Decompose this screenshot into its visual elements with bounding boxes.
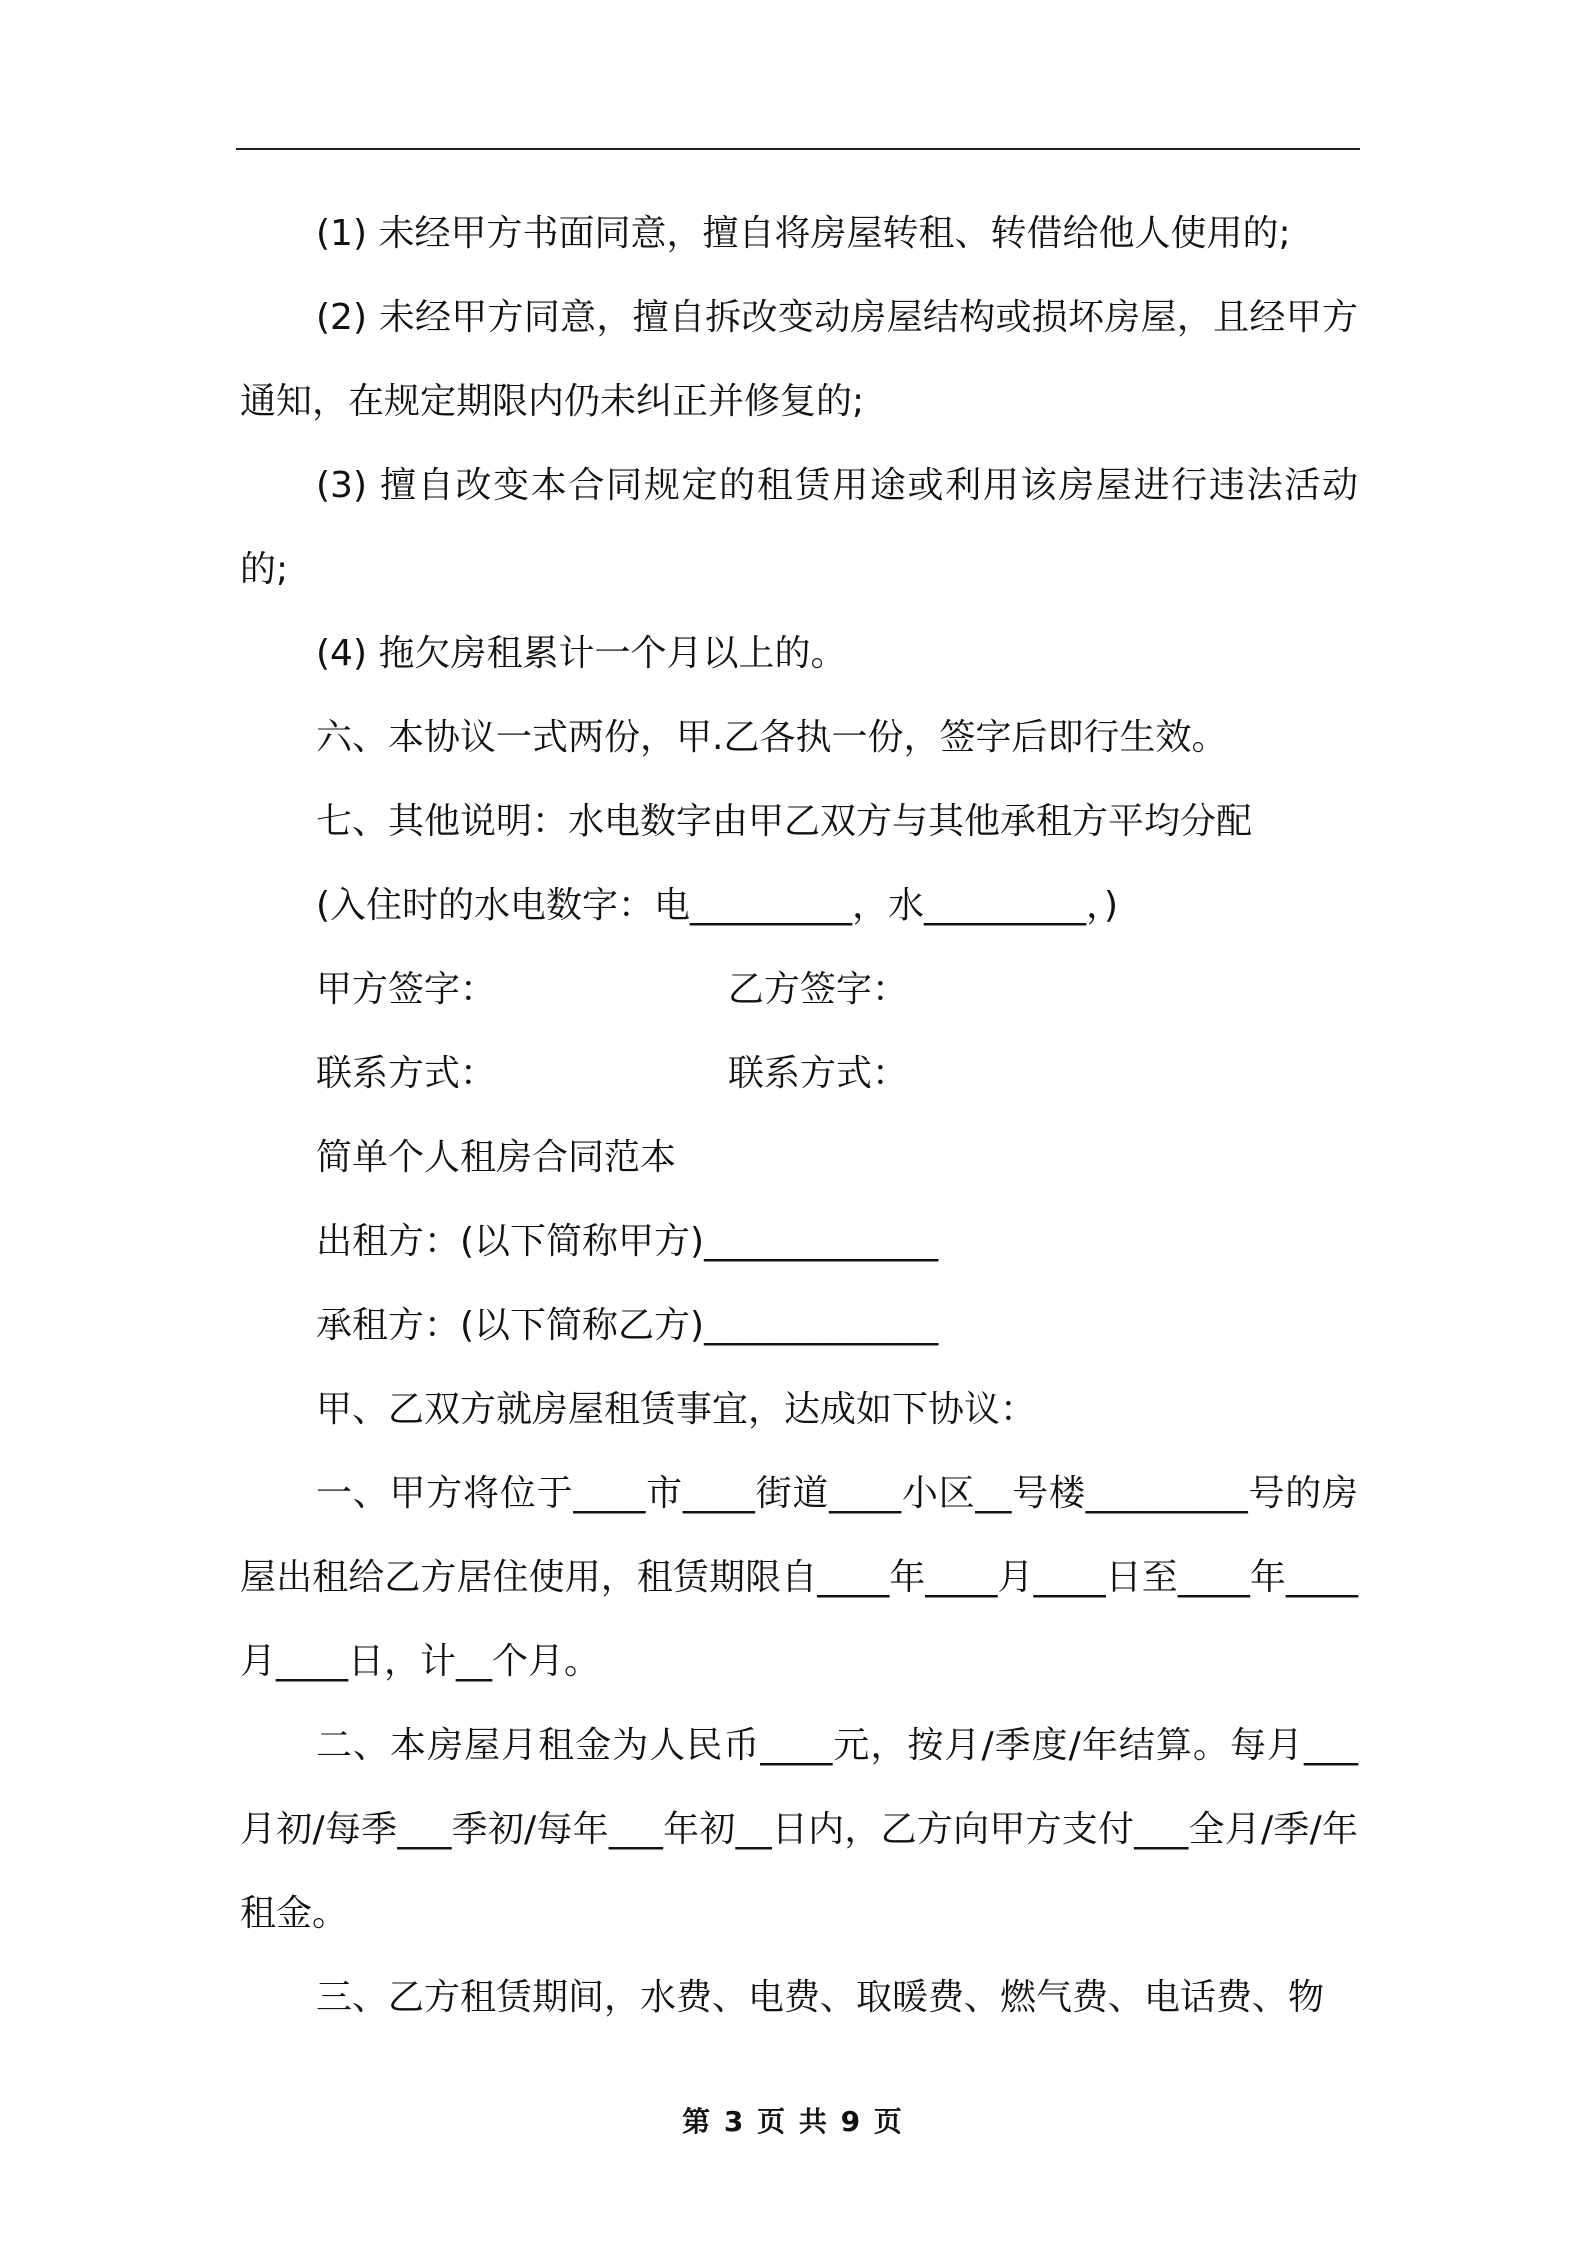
agreement-intro: 甲、乙双方就房屋租赁事宜，达成如下协议： xyxy=(316,1389,1037,1430)
section-seven: 七、其他说明：水电数字由甲乙双方与其他承租方平均分配 xyxy=(316,801,1253,842)
contact-row xyxy=(240,1032,1358,1116)
clause-2: (2) 未经甲方同意，擅自拆改变动房屋结构或损坏房屋，且经甲方通知，在规定期限内仍未纠正并修复的; xyxy=(240,297,1358,422)
clause-1: (1) 未经甲方书面同意，擅自将房屋转租、转借给他人使用的; xyxy=(316,213,1291,254)
clause-3: (3) 擅自改变本合同规定的租赁用途或利用该房屋进行违法活动的; xyxy=(240,465,1358,590)
document-body xyxy=(240,192,1358,2040)
party-a-contact-label: 联系方式： xyxy=(316,1053,497,1094)
signature-row xyxy=(240,948,1358,1032)
article-two: 二、本房屋月租金为人民币____元，按月/季度/年结算。每月___月初/每季___季初/每年___年初__日内，乙方向甲方支付___全月/季/年租金。 xyxy=(240,1725,1358,1934)
section-six: 六、本协议一式两份，甲.乙各执一份，签字后即行生效。 xyxy=(316,717,1228,758)
header-rule xyxy=(236,148,1360,150)
page-number: 第 3 页 共 9 页 xyxy=(682,2105,904,2138)
contract-title: 简单个人租房合同范本 xyxy=(316,1137,677,1178)
clause-4: (4) 拖欠房租累计一个月以上的。 xyxy=(316,633,847,674)
party-b-contact-label: 联系方式： xyxy=(728,1053,909,1094)
utility-readings: (入住时的水电数字：电_________，水_________，) xyxy=(316,885,1119,926)
article-one: 一、甲方将位于____市____街道____小区__号楼_________号的房屋出租给乙方居住使用，租赁期限自____年____月____日至____年____月____日，计__个月。 xyxy=(240,1473,1358,1682)
lessor-line: 出租方：(以下简称甲方)_____________ xyxy=(316,1221,939,1262)
party-a-signature-label: 甲方签字： xyxy=(316,969,497,1010)
party-b-signature-label: 乙方签字： xyxy=(728,969,909,1010)
article-three: 三、乙方租赁期间，水费、电费、取暖费、燃气费、电话费、物 xyxy=(316,1977,1325,2018)
lessee-line: 承租方：(以下简称乙方)_____________ xyxy=(316,1305,939,1346)
